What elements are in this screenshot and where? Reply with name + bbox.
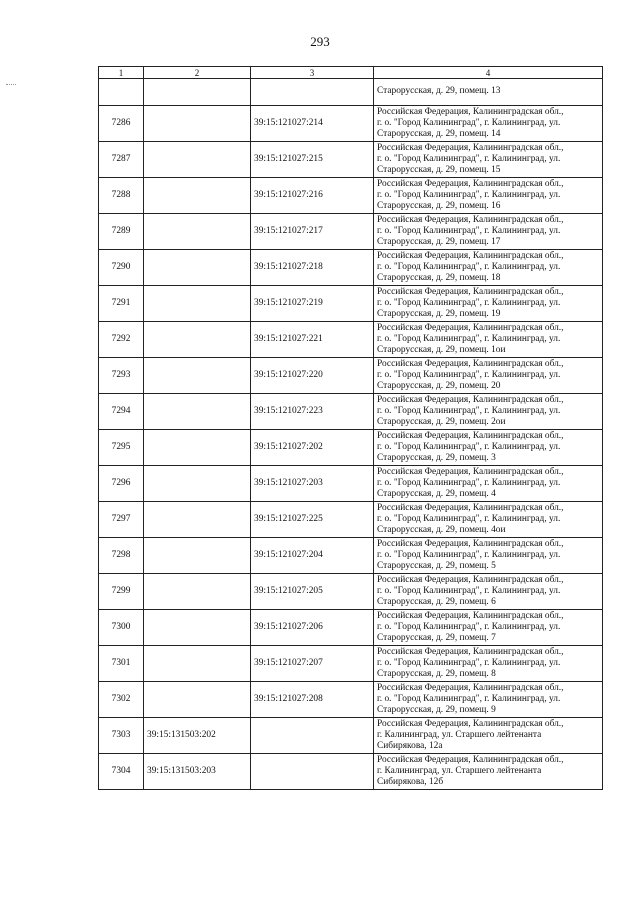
table-row [99, 142, 603, 178]
cell-cadastral-2 [144, 646, 251, 682]
cell-cadastral-3: 39:15:121027:225 [251, 502, 374, 538]
address-line: Старорусская, д. 29, помещ. 4 [377, 489, 496, 500]
cell-cadastral-3: 39:15:121027:220 [251, 358, 374, 394]
cell-cadastral-2 [144, 430, 251, 466]
cell-address [374, 718, 603, 754]
address-line: Старорусская, д. 29, помещ. 4ои [377, 525, 506, 536]
cell-address [374, 430, 603, 466]
address-line: Старорусская, д. 29, помещ. 13 [377, 86, 501, 97]
cell-cadastral-2 [144, 574, 251, 610]
table-row [99, 466, 603, 502]
cell-cadastral-2: 39:15:131503:203 [144, 754, 251, 790]
address-line: Российская Федерация, Калининградская обл., [377, 430, 564, 441]
address-line: Российская Федерация, Калининградская обл., [377, 646, 564, 657]
address-line: Российская Федерация, Калининградская обл., [377, 214, 564, 225]
cell-number: 7304 [99, 754, 144, 790]
cell-cadastral-2 [144, 682, 251, 718]
table-row [99, 574, 603, 610]
cell-address [374, 466, 603, 502]
address-line: Старорусская, д. 29, помещ. 16 [377, 201, 501, 212]
cell-address [374, 502, 603, 538]
cell-number: 7289 [99, 214, 144, 250]
table-row [99, 538, 603, 574]
cell-address [374, 178, 603, 214]
table-row [99, 754, 603, 790]
address-line: г. о. "Город Калининград", г. Калининград, ул. [377, 621, 561, 632]
address-line: г. о. "Город Калининград", г. Калининград, ул. [377, 153, 561, 164]
cell-cadastral-3: 39:15:121027:214 [251, 106, 374, 142]
cell-cadastral-3: 39:15:121027:217 [251, 214, 374, 250]
table-row [99, 178, 603, 214]
address-line: г. о. "Город Калининград", г. Калининград, ул. [377, 333, 561, 344]
table-row [99, 502, 603, 538]
address-line: Российская Федерация, Калининградская обл., [377, 574, 564, 585]
cell-number: 7296 [99, 466, 144, 502]
table-row [99, 394, 603, 430]
table-row [99, 682, 603, 718]
cell-cadastral-2 [144, 322, 251, 358]
cell-number: 7302 [99, 682, 144, 718]
cell-address [374, 142, 603, 178]
cell-address [374, 286, 603, 322]
table-row [99, 358, 603, 394]
cell-cadastral-3: 39:15:121027:208 [251, 682, 374, 718]
address-line: г. о. "Город Калининград", г. Калининград, ул. [377, 477, 561, 488]
cell-cadastral-3: 39:15:121027:207 [251, 646, 374, 682]
cell-address [374, 646, 603, 682]
address-line: Российская Федерация, Калининградская обл., [377, 538, 564, 549]
column-header-1: 1 [99, 67, 144, 79]
address-line: Российская Федерация, Калининградская обл., [377, 322, 564, 333]
cell-cadastral-2 [144, 466, 251, 502]
cell-cadastral-2: 39:15:131503:202 [144, 718, 251, 754]
address-line: Российская Федерация, Калининградская обл., [377, 142, 564, 153]
address-line: г. о. "Город Калининград", г. Калининград, ул. [377, 261, 561, 272]
address-line: Российская Федерация, Калининградская обл., [377, 250, 564, 261]
cell-number [99, 79, 144, 106]
address-line: Старорусская, д. 29, помещ. 1ои [377, 345, 506, 356]
table-row [99, 718, 603, 754]
cell-cadastral-2 [144, 538, 251, 574]
address-line: Старорусская, д. 29, помещ. 8 [377, 669, 496, 680]
address-line: Российская Федерация, Калининградская обл., [377, 502, 564, 513]
cell-cadastral-2 [144, 79, 251, 106]
cell-cadastral-3: 39:15:121027:202 [251, 430, 374, 466]
cell-cadastral-2 [144, 142, 251, 178]
margin-mark [6, 84, 16, 85]
cell-cadastral-3: 39:15:121027:223 [251, 394, 374, 430]
address-line: г. о. "Город Калининград", г. Калининград, ул. [377, 297, 561, 308]
address-line: Старорусская, д. 29, помещ. 14 [377, 129, 501, 140]
cell-number: 7301 [99, 646, 144, 682]
cell-cadastral-3 [251, 79, 374, 106]
cell-cadastral-3: 39:15:121027:204 [251, 538, 374, 574]
cell-number: 7299 [99, 574, 144, 610]
address-line: Старорусская, д. 29, помещ. 15 [377, 165, 501, 176]
address-line: Российская Федерация, Калининградская обл., [377, 610, 564, 621]
address-line: г. о. "Город Калининград", г. Калининград, ул. [377, 405, 561, 416]
cell-cadastral-3: 39:15:121027:206 [251, 610, 374, 646]
address-line: Старорусская, д. 29, помещ. 18 [377, 273, 501, 284]
cell-number: 7297 [99, 502, 144, 538]
address-line: Сибирякова, 12а [377, 741, 443, 752]
address-line: Российская Федерация, Калининградская обл., [377, 178, 564, 189]
page-number: 293 [310, 34, 330, 49]
address-line: г. о. "Город Калининград", г. Калининград, ул. [377, 369, 561, 380]
cell-cadastral-3: 39:15:121027:215 [251, 142, 374, 178]
table-row [99, 286, 603, 322]
cell-address [374, 610, 603, 646]
table-row [99, 430, 603, 466]
cell-number: 7293 [99, 358, 144, 394]
cell-number: 7295 [99, 430, 144, 466]
cell-cadastral-3: 39:15:121027:216 [251, 178, 374, 214]
table-row [99, 646, 603, 682]
address-line: Старорусская, д. 29, помещ. 3 [377, 453, 496, 464]
cell-number: 7294 [99, 394, 144, 430]
address-line: г. Калининград, ул. Старшего лейтенанта [377, 729, 542, 740]
address-line: Старорусская, д. 29, помещ. 2ои [377, 417, 506, 428]
address-line: г. о. "Город Калининград", г. Калининград, ул. [377, 225, 561, 236]
table-row [99, 250, 603, 286]
cell-cadastral-2 [144, 106, 251, 142]
address-line: Старорусская, д. 29, помещ. 17 [377, 237, 501, 248]
address-line: Российская Федерация, Калининградская обл., [377, 718, 564, 729]
cell-address [374, 322, 603, 358]
cell-cadastral-3: 39:15:121027:205 [251, 574, 374, 610]
cell-cadastral-2 [144, 250, 251, 286]
table-row [99, 106, 603, 142]
cell-cadastral-2 [144, 394, 251, 430]
table-row [99, 214, 603, 250]
table-row [99, 322, 603, 358]
cell-cadastral-3: 39:15:121027:221 [251, 322, 374, 358]
cell-address [374, 574, 603, 610]
address-line: Старорусская, д. 29, помещ. 19 [377, 309, 501, 320]
address-line: Старорусская, д. 29, помещ. 5 [377, 561, 496, 572]
cell-address [374, 214, 603, 250]
cell-cadastral-2 [144, 214, 251, 250]
address-line: г. о. "Город Калининград", г. Калининград, ул. [377, 549, 561, 560]
cell-cadastral-3 [251, 718, 374, 754]
cell-address [374, 682, 603, 718]
cell-number: 7298 [99, 538, 144, 574]
cell-number: 7300 [99, 610, 144, 646]
cell-cadastral-2 [144, 502, 251, 538]
column-header-row [99, 67, 603, 79]
address-line: Российская Федерация, Калининградская обл., [377, 754, 564, 765]
address-line: Российская Федерация, Калининградская обл., [377, 358, 564, 369]
cell-number: 7287 [99, 142, 144, 178]
cell-address [374, 394, 603, 430]
address-line: г. о. "Город Калининград", г. Калининград, ул. [377, 189, 561, 200]
cell-address [374, 358, 603, 394]
cell-number: 7286 [99, 106, 144, 142]
cell-address [374, 754, 603, 790]
registry-table-body [99, 67, 603, 790]
cell-address [374, 250, 603, 286]
address-line: Российская Федерация, Калининградская обл., [377, 466, 564, 477]
table-row [99, 610, 603, 646]
address-line: г. о. "Город Калининград", г. Калининград, ул. [377, 657, 561, 668]
address-line: Старорусская, д. 29, помещ. 7 [377, 633, 496, 644]
cell-cadastral-2 [144, 286, 251, 322]
column-header-2: 2 [144, 67, 251, 79]
cell-cadastral-2 [144, 358, 251, 394]
address-line: Российская Федерация, Калининградская обл., [377, 394, 564, 405]
continuation-row [99, 79, 603, 106]
cell-cadastral-3: 39:15:121027:219 [251, 286, 374, 322]
address-line: г. о. "Город Калининград", г. Калининград, ул. [377, 441, 561, 452]
address-line: Старорусская, д. 29, помещ. 9 [377, 705, 496, 716]
cell-number: 7292 [99, 322, 144, 358]
address-line: Сибирякова, 12б [377, 777, 444, 788]
cell-number: 7303 [99, 718, 144, 754]
registry-table [98, 66, 603, 790]
address-line: Российская Федерация, Калининградская обл., [377, 682, 564, 693]
cell-cadastral-3 [251, 754, 374, 790]
address-line: Российская Федерация, Калининградская обл., [377, 106, 564, 117]
cell-cadastral-3: 39:15:121027:203 [251, 466, 374, 502]
cell-address [374, 538, 603, 574]
address-line: г. о. "Город Калининград", г. Калининград, ул. [377, 513, 561, 524]
address-line: Старорусская, д. 29, помещ. 6 [377, 597, 496, 608]
cell-cadastral-2 [144, 610, 251, 646]
address-line: Российская Федерация, Калининградская обл., [377, 286, 564, 297]
address-line: г. о. "Город Калининград", г. Калининград, ул. [377, 117, 561, 128]
column-header-3: 3 [251, 67, 374, 79]
cell-address [374, 79, 603, 106]
cell-number: 7290 [99, 250, 144, 286]
cell-cadastral-3: 39:15:121027:218 [251, 250, 374, 286]
cell-number: 7291 [99, 286, 144, 322]
column-header-4: 4 [374, 67, 603, 79]
cell-cadastral-2 [144, 178, 251, 214]
address-line: г. о. "Город Калининград", г. Калининград, ул. [377, 585, 561, 596]
cell-number: 7288 [99, 178, 144, 214]
cell-address [374, 106, 603, 142]
address-line: г. о. "Город Калининград", г. Калининград, ул. [377, 693, 561, 704]
address-line: г. Калининград, ул. Старшего лейтенанта [377, 765, 542, 776]
address-line: Старорусская, д. 29, помещ. 20 [377, 381, 501, 392]
